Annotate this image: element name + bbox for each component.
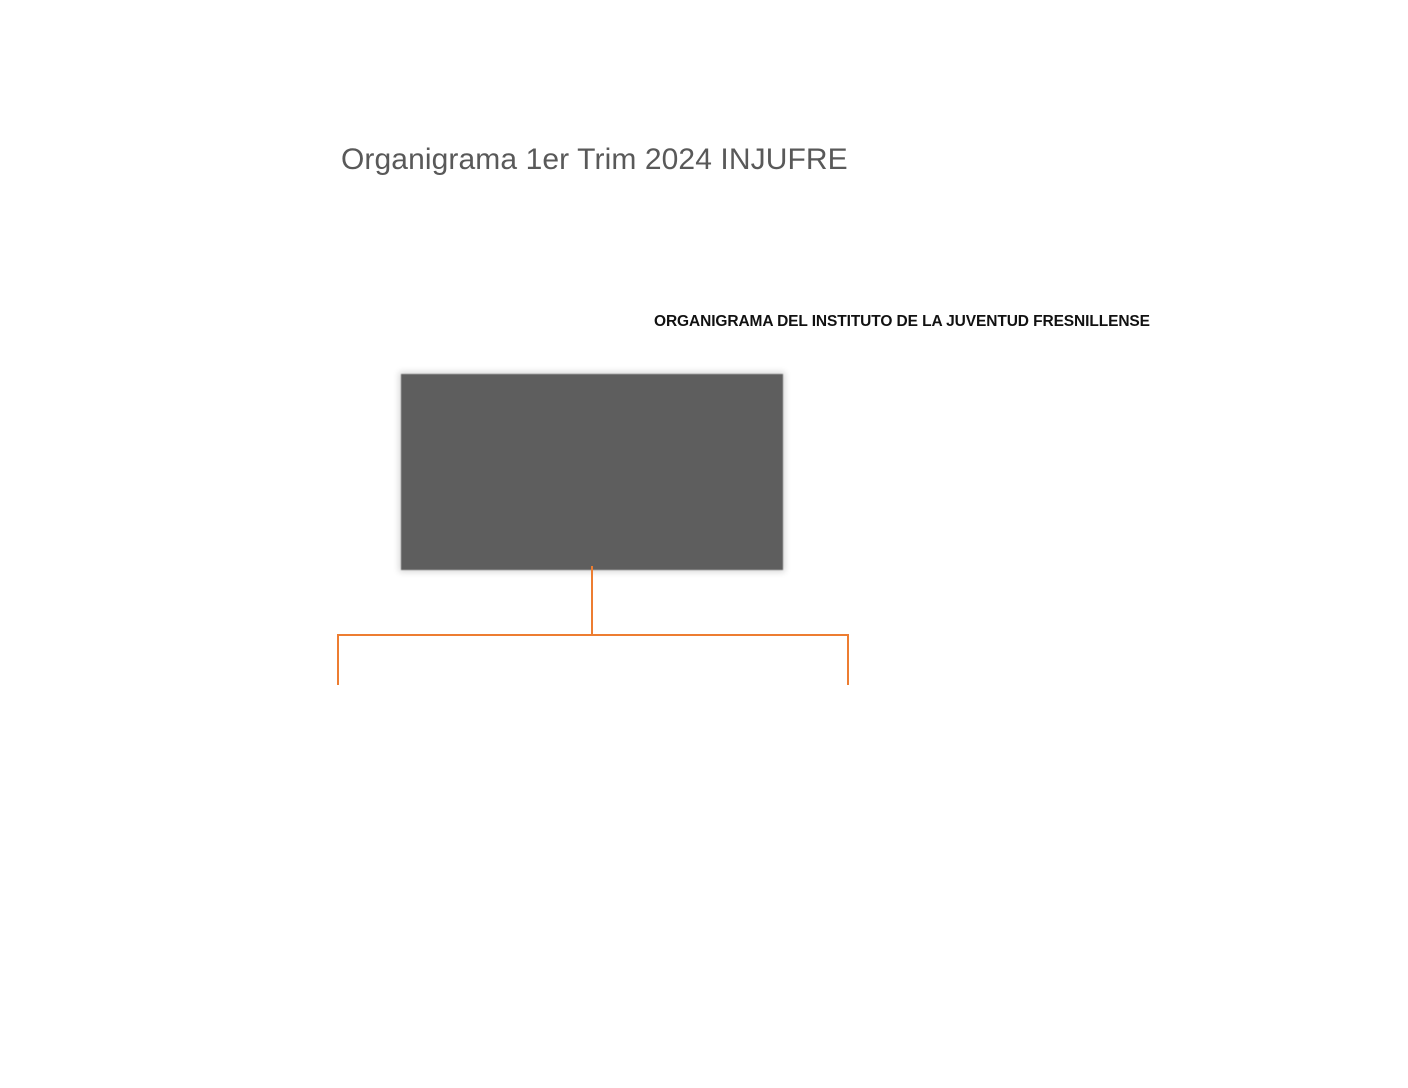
page-title: Organigrama 1er Trim 2024 INJUFRE (341, 143, 848, 176)
org-chart-root-node (401, 374, 783, 570)
connector-stem (591, 566, 593, 636)
connector-drop-left (337, 634, 339, 685)
chart-heading: ORGANIGRAMA DEL INSTITUTO DE LA JUVENTUD FRESNILLENSE (654, 313, 1150, 330)
connector-drop-right (847, 634, 849, 685)
connector-horizontal (337, 634, 849, 636)
